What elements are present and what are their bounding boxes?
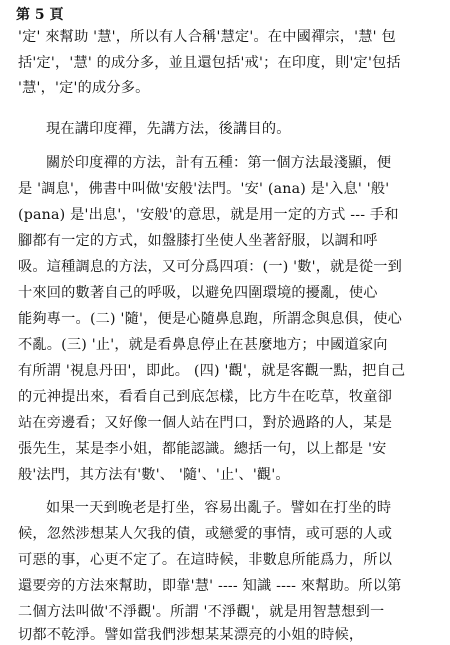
text-line: 張先生，某是李小姐，都能認識。總括一句，以上都是 '安 <box>18 441 387 457</box>
text-line: 能夠專一。(二) '隨'，便是心隨鼻息跑，所謂念與息俱，使心 <box>18 311 403 327</box>
page-number-label: 第 5 頁 <box>16 7 64 23</box>
text-line: 二個方法叫做'不淨觀'。所謂 '不淨觀'，就是用智慧想到一 <box>18 604 385 620</box>
text-line: 般'法門，其方法有'數'、 '隨'、'止'、'觀'。 <box>18 467 290 483</box>
text-line: 括'定'，'慧' 的成分多，並且還包括'戒'；在印度，則'定'包括 <box>18 55 401 71</box>
text-line: 腳都有一定的方式，如盤膝打坐使人坐著舒服，以調和呼 <box>18 233 378 249</box>
paragraph-start-line: 關於印度禪的方法，計有五種：第一個方法最淺顯，便 <box>46 155 392 171</box>
text-line: '慧'，'定'的成分多。 <box>18 80 150 96</box>
paragraph-start-line: 現在講印度禪，先講方法，後講目的。 <box>46 121 291 137</box>
text-line: 還要旁的方法來幫助，即靠'慧' ---- 知識 ---- 來幫助。所以第 <box>18 578 402 594</box>
text-line: 站在旁邊看；又好像一個人站在門口，對於過路的人，某是 <box>18 415 393 431</box>
text-line: 十來回的數著自己的呼吸，以避免四圍環境的擾亂，使心 <box>18 285 378 301</box>
text-line: 的元神提出來，看看自己到底怎樣，比方牛在吃草，牧童卻 <box>18 389 393 405</box>
text-line: (pana) 是'出息'，'安般'的意思，就是用一定的方式 --- 手和 <box>18 207 399 223</box>
text-line: 候，忽然涉想某人欠我的債，或戀愛的事情，或可惡的人或 <box>18 526 393 542</box>
text-line: '定' 來幫助 '慧'，所以有人合稱'慧定'。在中國禪宗，'慧' 包 <box>18 29 396 45</box>
text-line: 是 '調息'，佛書中叫做'安般'法門。'安' (ana) 是'入息' '般' <box>18 181 390 197</box>
text-line: 有所謂 '視息丹田'，即此。 (四) '觀'，就是客觀一點，把自己 <box>18 363 406 379</box>
text-line: 切都不乾淨。譬如當我們涉想某某漂亮的小姐的時候， <box>18 627 364 643</box>
text-line: 可惡的事，心更不定了。在這時候，非數息所能爲力，所以 <box>18 552 393 568</box>
paragraph-start-line: 如果一天到晚老是打坐，容易出亂子。譬如在打坐的時 <box>46 500 392 516</box>
text-line: 吸。這種調息的方法，又可分爲四項：(一) '數'，就是從一到 <box>18 259 403 275</box>
text-line: 不亂。(三) '止'，就是看鼻息停止在甚麼地方；中國道家向 <box>18 337 388 353</box>
